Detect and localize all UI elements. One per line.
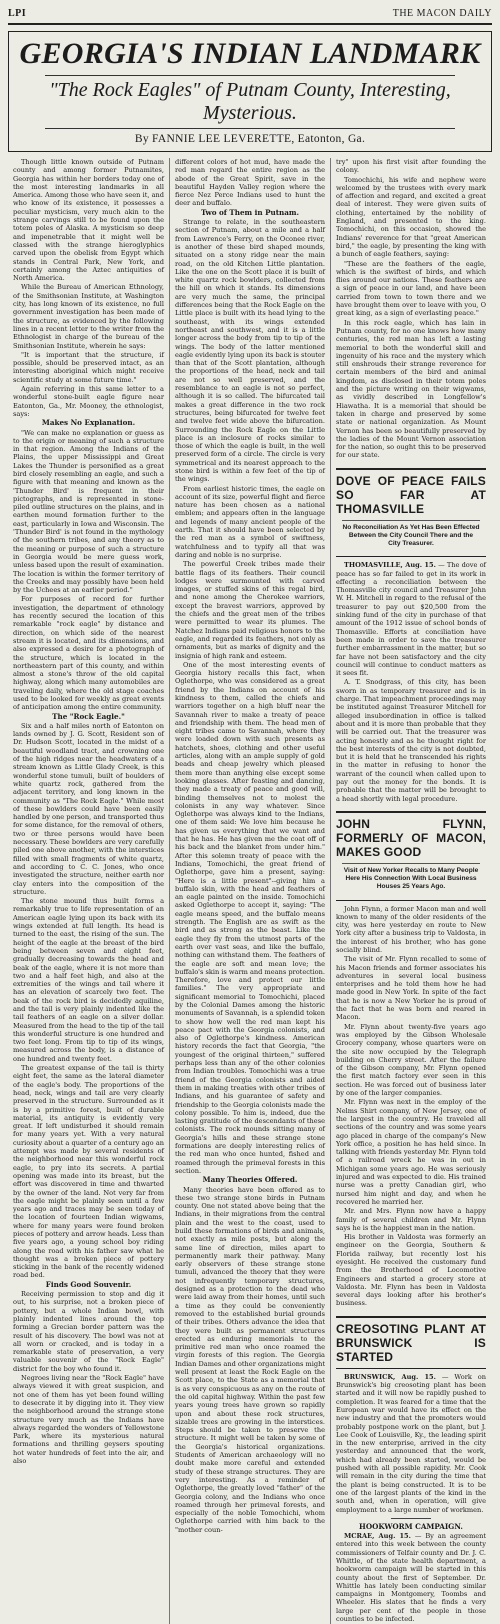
dateline: BRUNSWICK, Aug. 15. — [344, 1372, 436, 1381]
paragraph: In this rock eagle, which has lain in Putnam county, for no one knows how many centuries, the red man has left a lasting memorial to both the wonderful skill and ingenuity of his race and the mystery which still enshrouds their strange reverence for certain members of the bird and animal kingdom, as disclosed in their totem poles and the picture writing on their wigwams, as vividly described in Longfellow's Hiawatha. It is a memorial that should be taken in charge and preserved by some state or national organization. As Mount Vernon has been so beautifully preserved by the ladies of the Mount Vernon association for the nation, so ought this to be preserved for our state. — [336, 318, 486, 460]
paragraph: Mr. Flynn was next in the employ of the Nelms Shirt company, of New Jersey, one of the largest in the country. He traveled all sections of the country and was some years ago placed in charge of the company's New York office, a position he has held since. In talking with friends yesterday Mr. Flynn told of a railroad wreck he was in out in Michigan some years ago. He was seriously injured and was expected to die. His trained nurse was a pretty Canadian girl, who nursed him night and day, and when he recovered he married her. — [336, 1098, 486, 1206]
masthead-rule — [8, 23, 492, 25]
paragraph-text: Work on Brunswick's big creosoting plant has been started and it will now be rapidly pushed to completion. It was feared for a time that the European war would have its effect on the new industry and that the promoters would probably postpone work on the plant, but J. Lee Cook of Louisville, Ky., the leading spirit in the new enterprise, arrived in the city yesterday and announced that the work, which had already been started, would be pushed with all possible rapidity. Mr. Cook will remain in the city during the time that the plant is being constructed. It is to be one of the largest plants of the kind in the south and, when in operation, will give employment to a large number of workmen. — [336, 1372, 486, 1514]
paragraph: "It is important that the structure, if possible, should be preserved intact, as an interesting aboriginal which might receive scientific study at some future time." — [13, 350, 164, 384]
masthead — [8, 6, 492, 20]
subheading: Many Theories Offered. — [202, 1175, 298, 1185]
paragraph: The visit of Mr. Flynn recalled to some of his Macon friends and former associates his adventures in several local business enterprises and he told them how he had made good in New York. In spite of the fact that he is now a New Yorker he is proud of the fact that he was born and reared in Macon. — [336, 955, 486, 1022]
paragraph: The greatest expanse of the tail is thirty eight feet, the same as the lateral diameter of the eagle's body. The proportions of the head, neck, wings and tail are very clearly preserved in the structure. Surrounded as it is by a primitive forest, built of durable material, its antiquity is evidently very great. If left undisturbed it should remain for many years yet. With a very natural curiosity about a quarter of a century ago an attempt was made by several residents of the neighborhood near this wonderful rock eagle, to pry into its secrets. A partial opening was made into its breast, but the effort was discovered in time and thwarted by the owner of the land. Not very far from the eagle might be plainly seen until a few years ago and traces may be seen today of the location of fourteen Indian wigwams, where for many years were found broken pieces of pottery and arrow heads. Less than five years ago, a young school boy riding along the road with his father saw what he thought was a broken piece of pottery sticking in the bank of the recently widened road bed. — [13, 1064, 164, 1280]
paragraph: John Flynn, a former Macon man and well known to many of the older residents of the city, was here yesterday en route to New York city after a business trip to Valdosta, in the interest of his brother, who has gone socially blind. — [336, 904, 486, 954]
paragraph: THOMASVILLE, Aug. 15. — The dove of peace has so far failed to get in its work in effecting a reconciliation between the Thomasville city council and Treasurer John W. H. Mitchell in regard to the refusal of the treasurer to pay out $20,500 from the sinking fund of the city in purchase of that amount of the 1912 issue of school bonds of Thomasville. Efforts at conciliation have been made in order to save the treasurer further embarrassment in the matter, but so far have not been satisfactory and the city council will continue to conduct matters as it sees fit. — [336, 561, 486, 678]
paragraph: Many theories have been offered as to these two strange stone birds in Putnam county. One not stated above being that the Indians, in their migrations from the central plain and the west to the coast, used to build these formations of birds and animals, not exactly as mile posts, but along the same line of direction, miles apart to permanently mark their pathway. Many early observers of these strange stone tumuli, advanced the theory that they were not infrequently temporary structures, designed as a protection to the dead who were laid away from their homes, until such a time as they could be conveniently removed to the established burial grounds of their tribes. Others advance the idea that they were built as permanent structures erected as enduring memorials to the primitive red man who once roamed the virgin forests of this region. The Georgia Indian Dames and other organizations might well present at least the Rock Eagle on the Scott place, to the State as a memorial that is as very conspicuous as any on the route of the old capital highway. Within the past few years young trees have grown so rapidly upon and about these rock structures, sizable trees are growing in the interstices. Steps should be taken to preserve the structure. It might well be taken by some of the Georgia's historical organizations. Students of American archaeology will no doubt make more careful and extended study of these strange structures. They are very interesting. As a reminder of Oglethorpe, the greatly loved "father" of the Georgia colony, and the Indians who once roamed through her primeval forests, and especially of the noble Tomochichi, whom Oglethorpe carried with him back to the "mother coun- — [175, 1185, 325, 1534]
subheading: The "Rock Eagle." — [52, 711, 125, 721]
story-creosote — [336, 1316, 486, 1369]
paragraph: The powerful Creek tribes made their battle flags of its feathers. Their council lodges were surmounted with carved images, or stuffed skins of this regal bird, and none among the Cherokee warriors, except the bravest warriors, approved by the chiefs and the great men of the tribes were permitted to wear its plumes. The Natchez Indians paid religious honors to the eagle, and regarded its feathers, not only as ornaments, but as marks of dignity and the insignia of high rank and esteem. — [175, 560, 325, 660]
paragraph: The stone mound thus built forms a remarkably true to life representation of an American eagle lying upon its back with its wings extended at full length. Its head is turned to the east, the rising of the sun. The height of the eagle at the breast of the bird being between seven and eight feet, gradually decreasing towards the head and beak of the eagle, where it is not more than two and a half feet high, and also at the extremities of the wings and tail where it has an elevation of scarcely two feet. The beak of the rock bird is decidedly aquiline, and the tail is very plainly indented like the tail feathers of an eagle on a silver dollar. Measured from the head to the tip of the tail this wonderful structure is one hundred and two feet long. From tip to tip of its wings, measured across the body, is a distance of one hundred and twenty feet. — [13, 897, 164, 1063]
paragraph: "We can make no explanation or guess as to the origin or meaning of such a structure in that region. Among the Indians of the Plains, the upper Mississippi and Great Lakes the Thunder is personified as a great bird closely resembling an eagle, and such a figure with that meaning and known as the 'Thunder Bird' is frequent in their pictographs, and is represented in stone-piled outline structures on the plains, and in earthen mound formation further to the east, particularly in Iowa and Wisconsin. The 'Thunder Bird' is not found in the mythology of the southern tribes, and any theory as to the meaning or purpose of such a structure in Georgia would be mere guess work, unless based upon the result of examination. The location is within the former territory of the Creeks and may possibly have been held by the Uchees at an earlier period." — [13, 428, 164, 595]
paragraph: try" upon his first visit after founding the colony. — [336, 158, 486, 175]
dateline: MCRAE, Aug. 15. — [344, 1532, 411, 1541]
story-headline-hookworm: HOOKWORM CAMPAIGN. — [359, 1521, 463, 1531]
paragraph: Negroes living near the "Rock Eagle" have always viewed it with great suspicion, and not one of them has yet been found willing to desecrate it by digging into it. They view the neighborhood around the strange stone structure very much as the Indians have always regarded the wonders of Yellowstone Park, where its mysterious natural formations and thrilling geysers spouting hot water hundreds of feet into the air, and also — [13, 1374, 164, 1466]
paragraph: From earliest historic times, the eagle on account of its size, powerful flight and fierce nature has been chosen as a national emblem; and appears often in the language and legends of many ancient people of the earth. That it should have been selected by the red man as a symbol of swiftness, watchfulness and to typify all that was daring and noble is no surprise. — [175, 484, 325, 559]
paragraph: One of the most interesting events of Georgia history recalls this fact, when Oglethorpe, who was considered as a great friend by the Indians on account of his kindness to them, called the chiefs and warriors together on a high bluff near the Savannah river to make a treaty of peace and friendship with them. The head men of eight tribes came to Savannah, where they were loaded down with such presents as hatchets, shoes, clothing and other useful articles, along with an ample supply of gold beads and cheap jewelry which pleased them more than anything else except some looking glasses. After feasting and dancing, they made a treaty of peace and good will, binding themselves not to molest the colonists in any way whatever. Since Oglethorpe was always kind to the Indians, one of them said: We love him because he has given us everything that we want and that he has. He has given me the coat off of his back and the blanket from under him." After this solemn treaty of peace with the Indians, Tomochichi, the great friend of Oglethorpe, gave him a present, saying: "Here is a little present"--giving him a buffalo skin, with the head and feathers of an eagle painted on the inside. Tomochichi asked Oglethorpe to accept it, saying: "The eagle means speed, and the buffalo means strength. The English are as swift as the bird and as strong as the beast. Like the eagle they fly from the utmost parts of the earth over vast seas, and like the buffalo, nothing can withstand them. The feathers of the eagle are soft and mean love; the buffalo's skin is warm and means protection. Therefore, love and protect our little families." The very appropriate and significant memorial to Tomochichi, placed by the Colonial Dames among the historic monuments of Savannah, is a splendid token to show how well the red man kept his peace pact with the Georgia colonists, and also of Oglethorpe's kindness. American history records the fact that Georgia, "the youngest of the original thirteen," suffered perhaps less than any of the other colonies from Indian troubles. Tomochichi was a true friend of the Georgia colonists and aided them in making treaties with other tribes of Indians, and his guarantee of safety and friendship to the Georgia colonists made the colony possible. To him is, indeed, due the lasting gratitude of the descendants of these colonists. The rock mounds sitting many of Georgia's hills and these strange stone formations are deeply interesting relics of the red man who once hunted, fished and roamed through the primeval forests in this section. — [175, 660, 325, 1175]
column-1 — [8, 158, 169, 1624]
paragraph: Tomochichi, his wife and nephew were welcomed by the trustees with every mark of affection and regard, and excited a great deal of interest. They were given suits of clothing, entertained by the nobility of England, and presented to the king. Tomochichi, on this occasion, showed the Indians' reverence for that "great American bird," the eagle, by presenting the king with a bunch of eagle feathers, saying: — [336, 175, 486, 259]
paragraph: Though little known outside of Putnam county and among former Putnamites, Georgia has within her borders today one of the most interesting landmarks in all America. Among those who have seen it, and who know of its existence, it possesses a peculiar mysticism, very much akin to the strange carvings still to be found upon the totem poles of Alaska. A mysticism so deep and impenetrable that it might well be classed with the strange hieroglyphics carved upon the obelisk from Egypt which stands in Central Park, New York, and certainly among the Aztec antiquities of North America. — [13, 158, 164, 283]
paragraph: Mr. Flynn about twenty-five years ago was employed by the Gibson Wholesale Grocery company, whose quarters were on the site now occupied by the Telegraph building on Cherry street. After the failure of the Gibson company, Mr. Flynn opened the first match factory ever seen in this section. He was forced out of business later by one of the larger companies. — [336, 1022, 486, 1098]
paragraph: A. T. Snodgrass, of this city, has been sworn in as temporary treasurer and is in charge. That impeachment proceedings may be instituted against Treasurer Mitchell for alleged insubordination in office is talked about and it is more than probable that they will be carried out. That the treasurer was acting honestly and as he thought right for the best interests of the city is not doubted, but it is held that he transcended his rights in the matter in refusing to honor the warrant of the council when called upon to pay out the money for the bonds. It is probable that the matter will be brought to a head shortly with legal procedure. — [336, 678, 486, 803]
paragraph: Receiving permission to stop and dig it out, to his surprise, not a broken piece of pottery, but a whole Indian bowl, with plainly indented lines around the top forming a Grecian border pattern was the result of his discovery. The bowl was not at all worn or cracked, and is today in a remarkable state of preservation, a very valuable souvenir of the "Rock Eagle" district for the boy who found it. — [13, 1290, 164, 1373]
story-dove — [336, 468, 486, 558]
paragraph: "These are the feathers of the eagle, which is the swiftest of birds, and which flies around our nations. These feathers are a sign of peace in our land, and have been carried from town to town there and we have brought them over to leave with you, O great king, as a sign of everlasting peace." — [336, 259, 486, 318]
story-headline: DOVE OF PEACE FAILS SO FAR AT THOMASVILLE — [336, 473, 486, 516]
headline: GEORGIA'S INDIAN LANDMARK — [19, 37, 481, 70]
story-headline: JOHN FLYNN, FORMERLY OF MACON, MAKES GOOD — [336, 816, 486, 859]
page-mark: LPI — [8, 7, 27, 19]
subheading: Two of Them in Putnam. — [200, 207, 300, 217]
paragraph-text: The dove of peace has so far failed to get in its work in effecting a reconciliation between the Thomasville city council and Treasurer John W. H. Mitchell in regard to the refusal of the treasurer to pay out $20,500 from the sinking fund of the city in purchase of that amount of the 1912 issue of school bonds of Thomasville. Efforts at conciliation have been made in order to save the treasurer further embarrassment in the matter, but so far have not been satisfactory and the city council will continue to conduct matters as it sees fit. — [336, 561, 486, 678]
column-3 — [330, 158, 491, 1624]
paragraph: Strange to relate, in the southeastern section of Putnam, about a mile and a half from Lawrence's Ferry, on the Oconee river, is another of these bird shaped mounds, situated on a stony ridge near the main road, on the old Kitchen Little plantation. Like the one on the Scott place it is built of white quartz rock bowlders, collected from the hill on which it stands. Its dimensions are very much the same, the principal differences being that the Rock Eagle on the Little place is built with its head lying to the southeast, with its wings extended northeast and southwest, and it is a little longer across the body from tip to tip of the wings. The body of the latter mentioned eagle evidently lying upon its back is stouter than that of the Scott plantation, although the proportions of the head, neck and tail are not so well preserved, and the resemblance to an eagle is not so perfect, although it is so called. The bifurcated tail makes a great difference in the two rock structures, being bifurcated for twelve feet and twelve feet wide above the bifurcation. Surrounding the Rock Eagle on the Little place is an inclosure of rocks similar to those of which the eagle is built, in the well preserved form of a circle. The circle is very symmetrical and its nearest approach to the stone bird is within a few feet of the tip of the wings. — [175, 218, 325, 484]
paragraph: While the Bureau of American Ethnology, of the Smithsonian Institute, at Washington city, has long known of its existence, no full government investigation has been made of the structure, as evidenced by the following lines in a recent letter to the writer from the Ethnologist in charge of the bureau of the Smithsonian Institute, wherein he says: — [13, 283, 164, 350]
dateline: THOMASVILLE, Aug. 15. — [344, 561, 436, 570]
divider — [391, 1518, 431, 1519]
paragraph: Six and a half miles north of Eatonton on lands owned by J. G. Scott, Resident son of Dr. Hudson Scott, located in the midst of a beautiful woodland tract, and crowning one of the high ridges near the headwaters of a stream known as Little Glady Creek, is this wonderful stone tumuli, built of boulders of white quartz rock, gathered from the adjacent territory, and long known in the community as "The Rock Eagle." While most of these bowlders could have been easily handled by one person, and transported thus for some distance, for the removal of others, two or three persons would have been necessary. These bowlders are very carefully piled one above another, with the interstices filled with small fragments of white quartz, and according to C. C. Jones, who once investigated the structure, neither earth nor clay enters into the composition of the structure. — [13, 721, 164, 896]
paragraph-text: By an agreement entered into this week between the county commissioners of Telfair county and Dr. J. C. Whittle, of the state health department, a hookworm campaign will be started in this county about the first of September. Dr. Whittle has lately been conducting similar campaigns in Montgomery, Toombs and Wheeler. His slates that he finds a very large per cent of the people in those counties to be infected. — [336, 1532, 486, 1624]
headline-box — [8, 31, 492, 152]
paper-name: THE MACON DAILY — [392, 7, 492, 19]
story-deck: No Reconciliation As Yet Has Been Effected Between the City Council There and the City Treasurer. — [342, 520, 480, 549]
paragraph: MCRAE, Aug. 15. — By an agreement entered into this week between the county commissioners of Telfair county and Dr. J. C. Whittle, of the state health department, a hookworm campaign will be started in this county about the first of September. Dr. Whittle has lately been conducting similar campaigns in Montgomery, Toombs and Wheeler. His slates that he finds a very large per cent of the people in those counties to be infected. — [336, 1532, 486, 1624]
paragraph: BRUNSWICK, Aug. 15. — Work on Brunswick's big creosoting plant has been started and it will now be rapidly pushed to completion. It was feared for a time that the European war would have its effect on the new industry and that the promoters would probably postpone work on the plant, but J. Lee Cook of Louisville, Ky., the leading spirit in the new enterprise, arrived in the city yesterday and announced that the work, which had already been started, would be pushed with all possible rapidity. Mr. Cook will remain in the city during the time that the plant is being constructed. It is to be one of the largest plants of the kind in the south and, when in operation, will give employment to a large number of workmen. — [336, 1372, 486, 1514]
paragraph: different colors of hot mud, have made the red man regard the entire region as the abode of the Great Spirit, save in the beautiful Hayden Valley region where the fierce Nez Perce Indians used to hunt the deer and buffalo. — [175, 158, 325, 208]
paragraph: His brother in Valdosta was formerly an engineer on the Georgia, Southern & Florida railway, but recently lost his eyesight. He received the customary fund from the Brotherhood of Locomotive Engineers and started a grocery store at Valdosta. Mr. Flynn has been in Valdosta several days looking after his brother's business. — [336, 1233, 486, 1308]
deck: "The Rock Eagles" of Putnam County, Interesting, Mysterious. — [45, 75, 455, 129]
paragraph: For purposes of record for further investigation, the department of ethnology has recently secured the location of this remarkable "rock eagle" by distance and direction, on which side of the nearest stream it is located, and its dimensions, and also expressed a desire for a photograph of the structure, which is located in the northeastern part of this county, and within almost a stone's throw of the old capital highway, along which many automobiles are traveling daily, where the old stage coaches used to be looked for weekly as great events of anticipation among the entire community. — [13, 595, 164, 712]
paragraph: Mr. and Mrs. Flynn now have a happy family of several children and Mr. Flynn says he is the happiest man in the nation. — [336, 1207, 486, 1232]
story-flynn — [336, 811, 486, 901]
story-deck: Visit of New Yorker Recalls to Many People Here His Connection With Local Business Houses 25 Years Ago. — [342, 863, 480, 892]
column-2 — [169, 158, 330, 1624]
subheading: Finds Good Souvenir. — [45, 1279, 132, 1289]
paragraph: Again referring in this same letter to a wonderful stone-built eagle figure near Eatonton, Ga., Mr. Mooney, the ethnologist, says: — [13, 385, 164, 418]
subheading: Makes No Explanation. — [41, 418, 136, 428]
columns — [8, 158, 492, 1624]
byline: By FANNIE LEE LEVERETTE, Eatonton, Ga. — [134, 133, 366, 145]
story-headline: CREOSOTING PLANT AT BRUNSWICK IS STARTED — [336, 1321, 486, 1364]
